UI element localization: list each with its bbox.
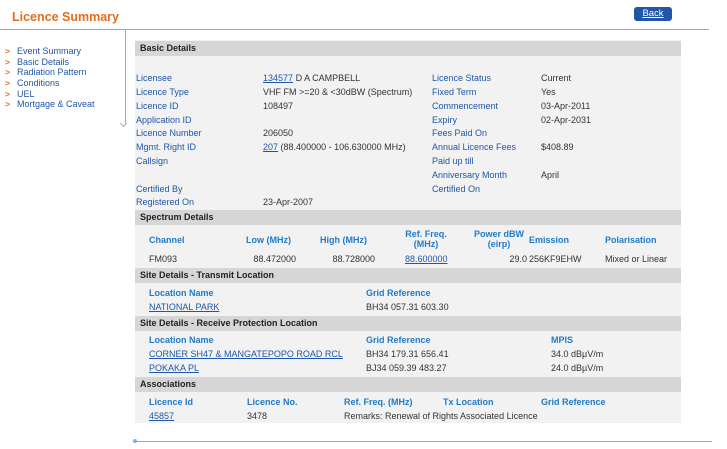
receive-grid: BJ34 059.39 483.27 [366,363,447,373]
fixed-term-label: Fixed Term [432,87,477,97]
divider [135,441,712,442]
col-grid-reference: Grid Reference [366,288,431,298]
back-button[interactable]: Back [634,7,672,21]
licensee-label: Licensee [136,73,173,83]
registered-on-label: Registered On [136,197,195,207]
assoc-licence-id-link[interactable]: 45857 [149,411,175,421]
licence-type: VHF FM >=20 & <30dBW (Spectrum) [263,87,413,97]
page-title: Licence Summary [12,10,119,24]
callsign-label: Callsign [136,156,169,166]
nav-item-uel[interactable]: > UEL [5,88,35,99]
licence-id-label: Licence ID [136,101,179,111]
anniversary-label: Anniversary Month [432,170,508,180]
divider [125,29,709,30]
assoc-remarks: Remarks: Renewal of Rights Associated Licence [344,411,538,421]
fixed-term: Yes [541,87,556,97]
col-grid-reference: Grid Reference [541,397,606,407]
col-ref-freq: Ref. Freq. (MHz) [344,397,413,407]
high-value: 88.728000 [332,254,375,264]
col-ref-freq: Ref. Freq. (MHz) [405,229,447,249]
divider [0,29,125,30]
licence-type-label: Licence Type [136,87,189,97]
col-location-name: Location Name [149,288,214,298]
anniversary: April [541,170,560,180]
licence-id: 108497 [263,101,294,111]
col-tx-location: Tx Location [443,397,494,407]
col-licence-no: Licence No. [247,397,298,407]
receive-mpis: 34.0 dBµV/m [551,349,604,359]
mgmt-right-link[interactable]: 207 [263,142,279,152]
channel-value: FM093 [149,254,178,264]
divider [125,29,126,123]
chevron-right-icon: > [5,78,10,89]
section-header-associations: Associations [135,377,681,392]
power-value: 29.0 [509,254,527,264]
expiry: 02-Apr-2031 [541,115,592,125]
sidebar-nav [5,46,95,110]
nav-item-event-summary[interactable]: > Event Summary [5,46,82,56]
col-low: Low (MHz) [246,235,291,245]
chevron-right-icon: > [5,67,10,78]
application-id-label: Application ID [136,115,192,125]
receive-grid: BH34 179.31 656.41 [366,349,449,359]
nav-item-radiation-pattern[interactable]: > Radiation Pattern [5,67,87,78]
assoc-licence-no: 3478 [247,411,268,421]
paid-up-label: Paid up till [432,156,474,166]
receive-location-link[interactable]: POKAKA PL [149,363,200,373]
col-location-name: Location Name [149,335,214,345]
receive-mpis: 24.0 dBµV/m [551,363,604,373]
annual-fees-label: Annual Licence Fees [432,142,517,152]
polarisation-value: Mixed or Linear [605,254,668,264]
licensee-name: D A CAMPBELL [295,73,361,83]
transmit-grid: BH34 057.31 603.30 [366,302,449,312]
nav-item-mortgage-caveat[interactable]: > Mortgage & Caveat [5,99,95,110]
low-value: 88.472000 [253,254,296,264]
divider-dot [133,439,137,443]
col-grid-reference: Grid Reference [366,335,431,345]
col-licence-id: Licence Id [149,397,194,407]
certified-on-label: Certified On [432,184,481,194]
chevron-right-icon: > [5,46,10,56]
licence-number: 206050 [263,128,294,138]
chevron-right-icon: > [5,99,10,110]
col-emission: Emission [529,235,570,245]
commencement: 03-Apr-2011 [541,101,591,111]
fees-paid-label: Fees Paid On [432,128,488,138]
licence-status-label: Licence Status [432,73,492,83]
licence-number-label: Licence Number [136,128,202,138]
mgmt-right-label: Mgmt. Right ID [136,142,197,152]
col-high: High (MHz) [320,235,367,245]
col-channel: Channel [149,235,185,245]
chevron-right-icon: > [5,88,10,99]
expiry-label: Expiry [432,115,458,125]
licence-status: Current [541,73,572,83]
col-mpis: MPIS [551,335,574,345]
section-header-receive: Site Details - Receive Protection Location [135,316,681,331]
mgmt-right-range: (88.400000 - 106.630000 MHz) [280,142,406,152]
ref-freq-link[interactable]: 88.600000 [405,254,448,264]
col-power: Power dBW (eirp) [473,229,524,249]
transmit-location-link[interactable]: NATIONAL PARK [149,302,220,312]
nav-item-conditions[interactable]: > Conditions [5,78,60,89]
certified-by-label: Certified By [136,184,183,194]
section-header-transmit: Site Details - Transmit Location [135,268,681,283]
chevron-right-icon: > [5,56,10,67]
emission-value: 256KF9EHW [529,254,582,264]
section-header-basic: Basic Details [135,41,681,56]
annual-fees: $408.89 [541,142,574,152]
receive-location-link[interactable]: CORNER SH47 & MANGATEPOPO ROAD RCL [149,349,343,359]
col-polarisation: Polarisation [605,235,657,245]
registered-on: 23-Apr-2007 [263,197,314,207]
nav-item-basic-details[interactable]: > Basic Details [5,56,70,67]
section-header-spectrum: Spectrum Details [135,210,681,225]
licensee-id-link[interactable]: 134577 [263,73,294,83]
commencement-label: Commencement [432,101,499,111]
